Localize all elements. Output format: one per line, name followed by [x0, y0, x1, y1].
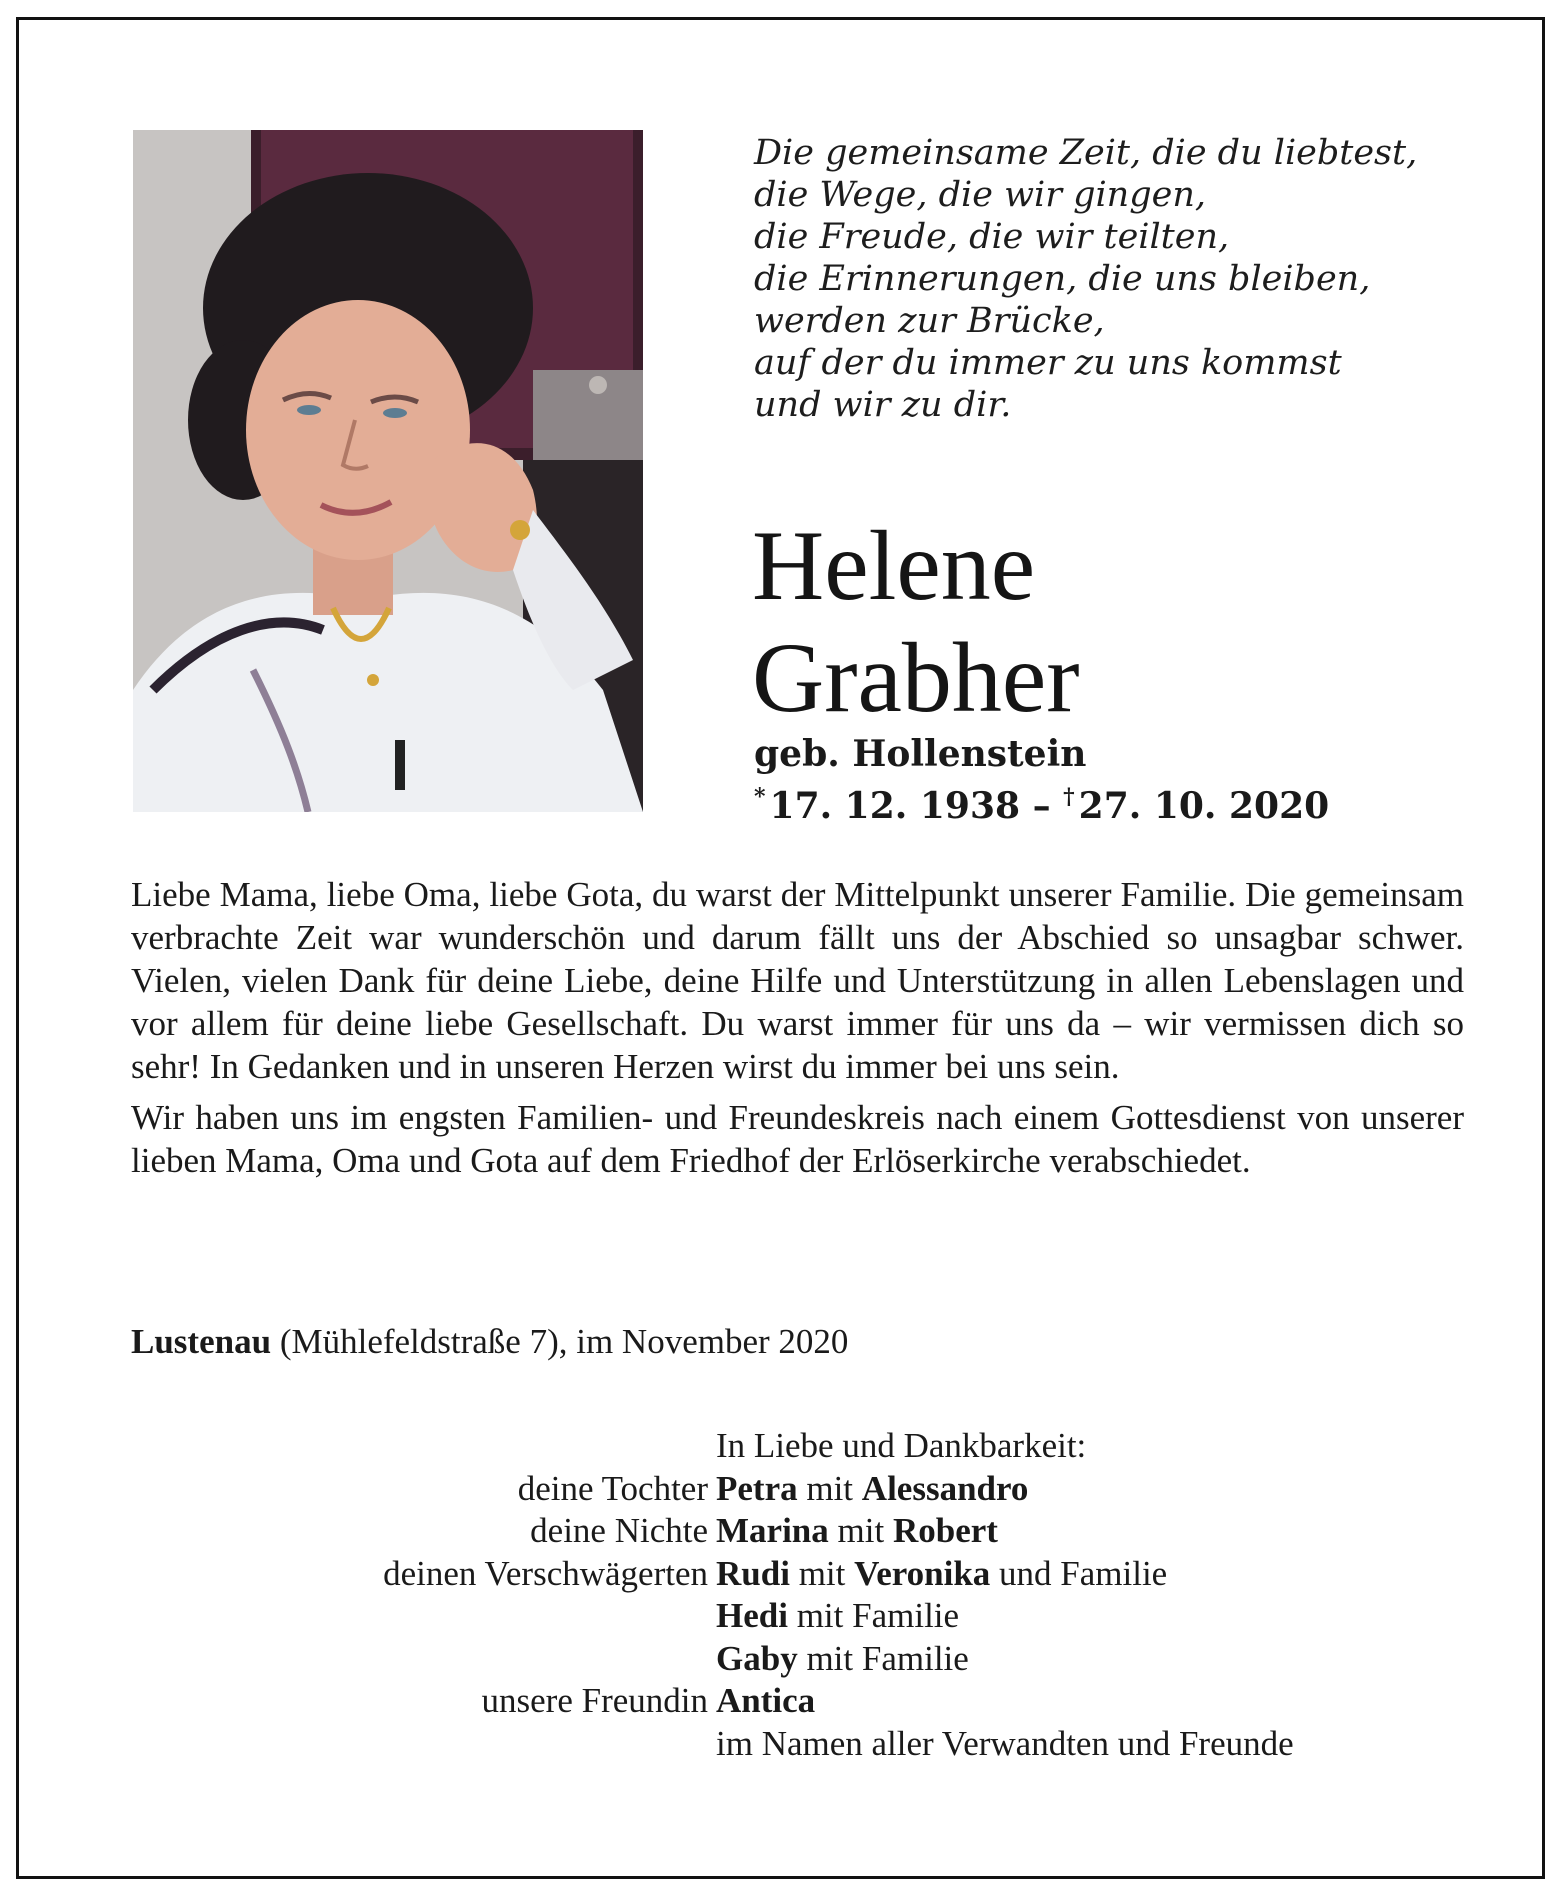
- address-date: (Mühlefeldstraße 7), im November 2020: [271, 1322, 849, 1361]
- poem-line: werden zur Brücke,: [754, 301, 1105, 341]
- birth-name: geb. Hollenstein: [754, 733, 1087, 775]
- mourner-row: [19, 1595, 1548, 1638]
- mourner-name: Gaby: [716, 1638, 798, 1678]
- obituary-text: [131, 873, 1464, 1190]
- poem-line: Die gemeinsame Zeit, die du liebtest,: [754, 133, 1418, 173]
- mourner-relation: deinen Verschwägerten: [383, 1553, 708, 1593]
- body-paragraph: Wir haben uns im engsten Familien- und Freundeskreis nach einem Gottesdienst von unserer lieben Mama, Oma und Gota auf dem Friedhof der Erlöserkirche verabschiedet.: [131, 1098, 1464, 1180]
- mourner-connector: mit: [789, 1553, 855, 1593]
- mourner-names: [716, 1595, 959, 1638]
- portrait-photo: [133, 130, 643, 812]
- mourner-row: [19, 1468, 1548, 1511]
- mourner-name: Veronika: [854, 1553, 991, 1593]
- mourner-row: [19, 1680, 1548, 1723]
- signoff-closing: im Namen aller Verwandten und Freunde: [716, 1723, 1294, 1763]
- mourner-connector: mit: [828, 1511, 893, 1550]
- birth-date: 17. 12. 1938: [769, 785, 1021, 827]
- poem-line: auf der du immer zu uns kommst: [754, 343, 1342, 383]
- mourner-name: Hedi: [716, 1596, 788, 1635]
- mourner-names: [716, 1638, 969, 1681]
- birth-symbol: *: [754, 784, 766, 810]
- life-dates: [754, 776, 1329, 827]
- first-name: Helene: [752, 510, 1036, 621]
- mourner-relation: deine Nichte: [530, 1511, 708, 1550]
- mourner-names: [716, 1680, 815, 1723]
- mourner-name: Petra: [716, 1468, 798, 1508]
- mourner-relation: deine Tochter: [517, 1468, 708, 1508]
- date-separator: –: [1032, 785, 1051, 827]
- signoff-block: [19, 1425, 1548, 1765]
- body-paragraph: Liebe Mama, liebe Oma, liebe Gota, du warst der Mittelpunkt unserer Familie. Die gemeinsam verbrachte Zeit war wunderschön und darum fällt uns der Abschied so unsagbar schwer. Vielen, vielen Dank für deine Liebe, deine Hilfe und Unterstützung in allen Lebenslagen und vor allem für deine liebe Gesellschaft. Du warst immer für uns da – wir vermissen dich so sehr! In Gedanken und in unseren Herzen wirst du immer bei uns sein.: [131, 875, 1464, 1086]
- mourner-tail: und Familie: [990, 1553, 1168, 1593]
- mourner-names: [716, 1468, 1028, 1511]
- signoff-intro: In Liebe und Dankbarkeit:: [716, 1426, 1087, 1465]
- mourner-name: Antica: [716, 1681, 816, 1720]
- poem-line: die Freude, die wir teilten,: [754, 217, 1230, 257]
- portrait-illustration: [133, 130, 643, 812]
- town: Lustenau: [131, 1322, 272, 1361]
- mourner-row: [19, 1510, 1548, 1553]
- mourner-name: Marina: [716, 1511, 829, 1550]
- mourner-relation: unsere Freundin: [481, 1681, 708, 1720]
- mourner-row: [19, 1638, 1548, 1681]
- obituary-card: [16, 17, 1545, 1879]
- signoff-closing-row: [19, 1723, 1548, 1766]
- place-date-line: [131, 1320, 848, 1363]
- death-symbol: †: [1063, 784, 1075, 810]
- deceased-name: [752, 510, 1080, 734]
- poem-line: die Wege, die wir gingen,: [754, 175, 1207, 215]
- mourner-name: Alessandro: [861, 1468, 1029, 1508]
- mourner-row: [19, 1553, 1548, 1596]
- signoff-intro-row: [19, 1425, 1548, 1468]
- poem-line: die Erinnerungen, die uns bleiben,: [754, 259, 1371, 299]
- last-name: Grabher: [752, 622, 1080, 733]
- mourner-connector: mit Familie: [797, 1638, 969, 1678]
- mourner-names: [716, 1510, 998, 1553]
- mourner-connector: mit Familie: [787, 1596, 960, 1635]
- mourner-name: Robert: [892, 1511, 998, 1550]
- poem: [754, 132, 1417, 426]
- mourner-name: Rudi: [716, 1553, 790, 1593]
- poem-line: und wir zu dir.: [754, 385, 1012, 425]
- mourner-connector: mit: [797, 1468, 862, 1508]
- mourner-names: [716, 1553, 1167, 1596]
- death-date: 27. 10. 2020: [1078, 785, 1330, 827]
